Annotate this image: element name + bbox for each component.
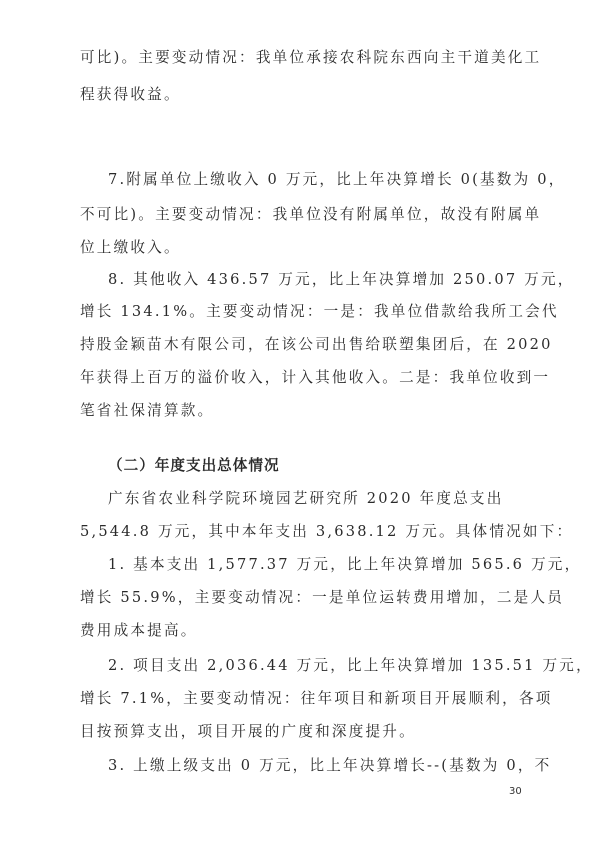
text-line: 增长 7.1%，主要变动情况：往年项目和新项目开展顺利，各项 [80, 690, 553, 707]
text-line: 2. 项目支出 2,036.44 万元，比上年决算增加 135.51 万元， [108, 657, 593, 674]
text-line: 8. 其他收入 436.57 万元，比上年决算增加 250.07 万元， [108, 271, 575, 288]
text-line: 增长 55.9%，主要变动情况：一是单位运转费用增加，二是人员 [80, 589, 565, 606]
text-line: 3. 上缴上级支出 0 万元，比上年决算增长--(基数为 0，不 [108, 757, 552, 774]
text-line: 1. 基本支出 1,577.37 万元，比上年决算增加 565.6 万元， [108, 556, 582, 573]
text-line: 不可比)。主要变动情况：我单位没有附属单位，故没有附属单 [80, 206, 542, 223]
text-line: 可比)。主要变动情况：我单位承接农科院东西向主干道美化工 [80, 49, 542, 66]
page-number: 30 [509, 786, 522, 797]
section-heading: （二）年度支出总体情况 [108, 457, 280, 474]
text-line: 5,544.8 万元，其中本年支出 3,638.12 万元。具体情况如下： [80, 523, 574, 540]
text-line: 笔省社保清算款。 [80, 402, 215, 419]
text-line: 年获得上百万的溢价收入，计入其他收入。二是：我单位收到一 [80, 369, 551, 386]
text-line: 持股金颖苗木有限公司，在该公司出售给联塑集团后，在 2020 [80, 336, 553, 353]
text-line: 增长 134.1%。主要变动情况：一是：我单位借款给我所工会代 [80, 303, 559, 320]
text-line: 7.附属单位上缴收入 0 万元，比上年决算增长 0(基数为 0， [108, 171, 566, 188]
text-line: 程获得收益。 [80, 86, 181, 103]
text-line: 费用成本提高。 [80, 622, 198, 639]
text-line: 位上缴收入。 [80, 239, 181, 256]
text-line: 广东省农业科学院环境园艺研究所 2020 年度总支出 [108, 490, 504, 507]
text-line: 目按预算支出，项目开展的广度和深度提升。 [80, 723, 416, 740]
